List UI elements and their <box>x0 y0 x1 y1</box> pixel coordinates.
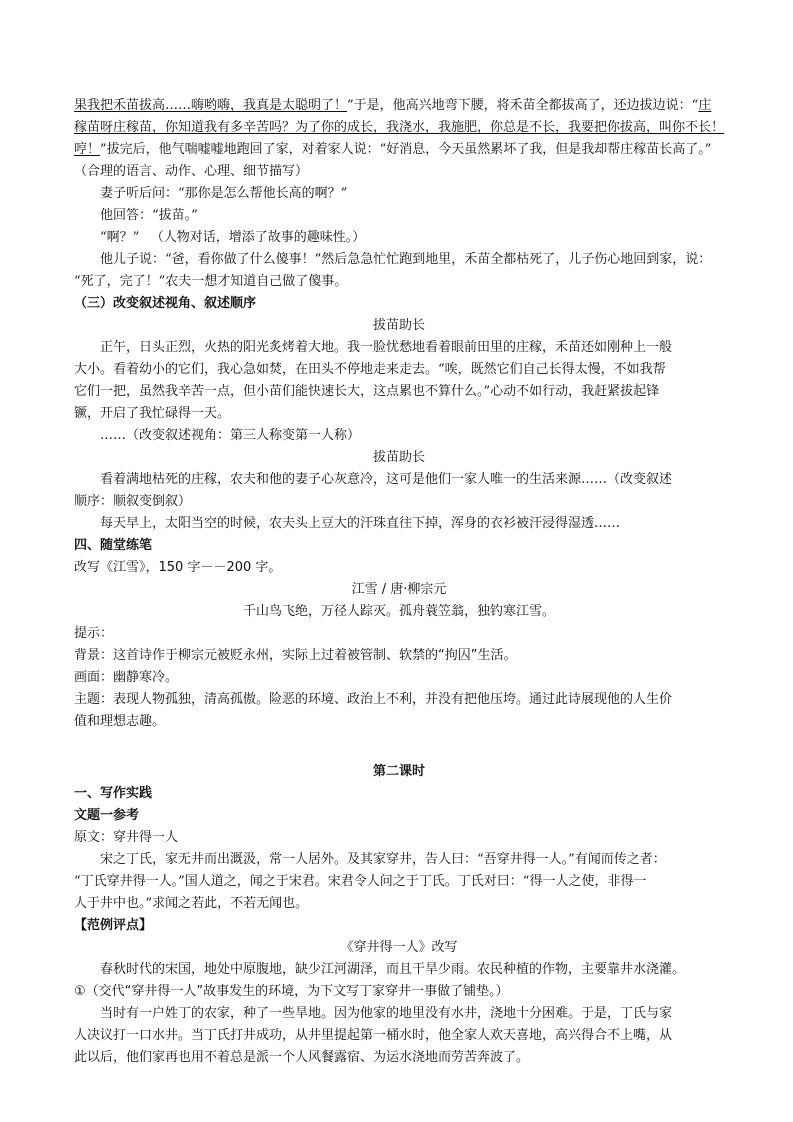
essay-text: 看着满地枯死的庄稼，农夫和他的妻子心灰意冷，这可是他们一家人唯一的生活来源…… <box>100 472 608 487</box>
annotation: ①（交代“穿井得一人”故事发生的环境，为下文写丁家穿井一事做了铺垫。） <box>74 984 509 999</box>
underlined-quote: 果我把禾苗拔高……嗨哟嗨，我真是太聪明了！ <box>74 98 348 113</box>
essay-text: ”拔完后，他气喘嘘嘘地跑回了家，对着家人说：“好消息，今天虽然累坏了我，但是我却帮庄稼苗长高了。” <box>100 142 712 157</box>
essay-line: 镢，开启了我忙碌得一天。 <box>74 406 231 421</box>
essay-line: 每天早上，太阳当空的时候，农夫头上豆大的汗珠直往下掉，浑身的衣衫被汗浸得湿透…… <box>100 516 621 531</box>
essay-text: ”于是，他高兴地弯下腰，将禾苗全都拔高了，还边拔边说：“ <box>347 98 699 113</box>
essay-line: 当时有一户姓丁的农家，种了一些旱地。因为他家的地里没有水井，浇地十分困难。于是，丁氏与家 <box>100 1006 673 1021</box>
task-text: 改写《江雪》，150 字－－200 字。 <box>74 560 282 575</box>
essay-line: 它们一把，虽然我辛苦一点，但小苗们能快速长大，这点累也不算什么。”心动不如行动，我赶紧拔起锋 <box>74 384 660 399</box>
document-page <box>74 95 724 1069</box>
annotation: 顺序：顺叙变倒叙） <box>74 494 192 509</box>
original-text-line: 人于井中也。”求闻之若此，不若无闻也。 <box>74 896 309 911</box>
tip-background: 背景：这首诗作于柳宗元被贬永州，实际上过着被管制、软禁的“拘囚”生活。 <box>74 648 517 663</box>
essay-line <box>74 227 724 249</box>
spacer <box>74 733 724 755</box>
essay-title: 《穿井得一人》改写 <box>340 940 458 955</box>
essay-line: 人决议打一口水井。当丁氏打井成功，从井里提起第一桶水时，他全家人欢天喜地，高兴得合不上嘴，从 <box>74 1028 673 1043</box>
subsection-heading: 文题一参考 <box>74 808 140 823</box>
annotation: （合理的语言、动作、心理、细节描写） <box>74 164 309 179</box>
section-heading: 四、随堂练笔 <box>74 538 153 553</box>
tip-scene: 画面：幽静寒冷。 <box>74 670 179 685</box>
essay-line: 大小。看着幼小的它们，我心急如焚，在田头不停地走来走去。“唉，既然它们自己长得太慢，不如我帮 <box>74 362 666 377</box>
essay-line: “死了，完了！”农夫一想才知道自己做了傻事。 <box>74 274 348 289</box>
section-heading: （三）改变叙述视角、叙述顺序 <box>74 296 257 311</box>
annotation: ……（改变叙述视角：第三人称变第一人称） <box>100 428 361 443</box>
essay-line <box>74 139 724 161</box>
tips-label: 提示： <box>74 626 114 641</box>
underlined-quote: 庄 <box>698 98 712 113</box>
underlined-quote: 哼！ <box>74 142 101 157</box>
tip-theme: 主题：表现人物孤独，清高孤傲。险恶的环境、政治上不利，并没有把他压垮。通过此诗展现他的人生价 <box>74 692 673 707</box>
essay-line <box>74 469 724 491</box>
underlined-quote: 稼苗呀庄稼苗，你知道我有多辛苦吗？为了你的成长，我浇水，我施肥，你总是不长，我要把你拔高，叫你不长！ <box>74 120 724 135</box>
original-text-line: 宋之丁氏，家无井而出溉汲，常一人居外。及其家穿井，告人曰：“吾穿井得一人。”有闻而传之者： <box>100 852 666 867</box>
essay-text: “啊？” <box>100 230 140 245</box>
essay-line: 春秋时代的宋国，地处中原腹地，缺少江河湖泽，而且干旱少雨。农民种植的作物，主要靠井水浇灌。 <box>100 962 686 977</box>
essay-line: 此以后，他们家再也用不着总是派一个人风餐露宿、为运水浇地而劳苦奔波了。 <box>74 1050 530 1065</box>
poem-title: 江雪 / 唐·柳宗元 <box>351 582 447 597</box>
essay-title: 拔苗助长 <box>372 318 425 333</box>
essay-line: 他儿子说：“爸，看你做了什么傻事！”然后急急忙忙跑到地里，禾苗全都枯死了，儿子伤心地回到家，说： <box>100 252 712 267</box>
review-heading: 【范例评点】 <box>74 918 153 933</box>
original-label: 原文：穿井得一人 <box>74 830 179 845</box>
essay-line <box>74 117 724 139</box>
annotation: （人物对话，增添了故事的趣味性。） <box>157 230 366 245</box>
original-text-line: “丁氏穿井得一人。”国人道之，闻之于宋君。宋君令人问之于丁氏。丁氏对曰：“得一人之使，非得一 <box>74 874 647 889</box>
essay-line: 正午，日头正烈，火热的阳光炙烤着大地。我一脸忧愁地看着眼前田里的庄稼，禾苗还如刚种上一般 <box>100 340 673 355</box>
essay-title: 拔苗助长 <box>372 450 425 465</box>
lesson-title: 第二课时 <box>372 764 425 779</box>
annotation: （改变叙述 <box>607 472 673 487</box>
essay-line: 妻子听后问：“那你是怎么帮他长高的啊？” <box>100 186 348 201</box>
tip-theme: 值和理想志趣。 <box>74 714 166 729</box>
poem-text: 千山鸟飞绝，万径人踪灭。孤舟蓑笠翁，独钓寒江雪。 <box>242 604 555 619</box>
essay-line <box>74 95 724 117</box>
section-heading: 一、写作实践 <box>74 786 153 801</box>
essay-line: 他回答：“拔苗。” <box>100 208 198 223</box>
